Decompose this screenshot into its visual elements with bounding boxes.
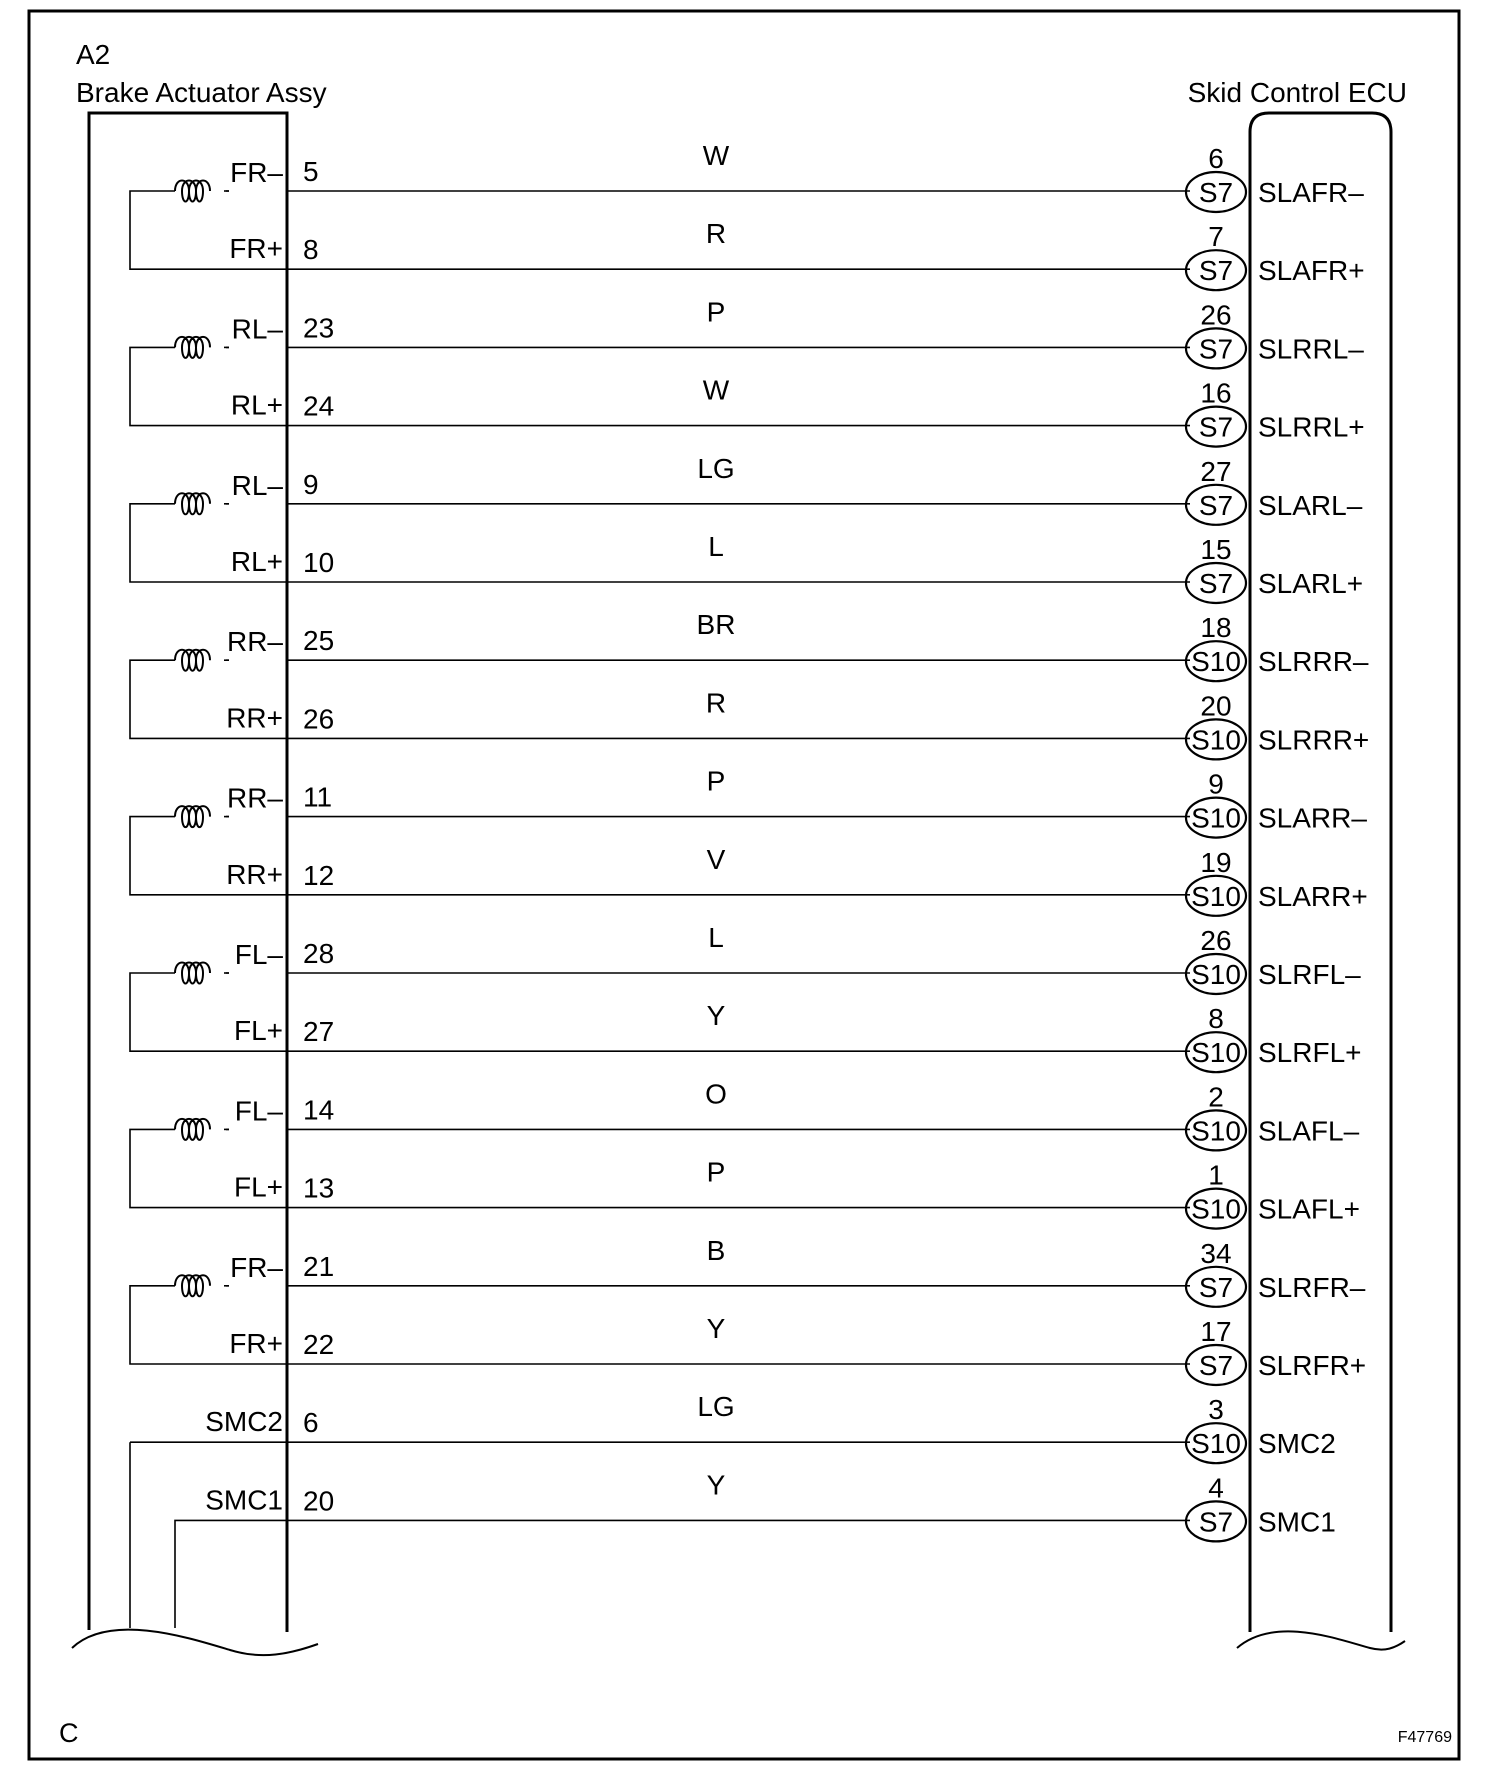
wire-color-code: Y	[706, 1469, 726, 1501]
ecu-pin-number: 26	[1200, 299, 1232, 331]
connector-code: S7	[1198, 489, 1234, 521]
ecu-terminal-label: SLARL+	[1258, 568, 1364, 599]
solenoid-coil-icon	[175, 1275, 210, 1296]
ecu-terminal-label: SLAFL+	[1258, 1193, 1360, 1225]
wire-color-code: P	[706, 765, 726, 797]
wire-color-code: L	[708, 922, 724, 953]
solenoid-coil-icon	[175, 493, 210, 514]
wire-color-code: R	[705, 687, 727, 719]
connector-code: S7	[1198, 1350, 1234, 1381]
ecu-pin-number: 7	[1208, 221, 1224, 253]
actuator-pin-number: 23	[303, 312, 335, 344]
actuator-pin-number: 26	[303, 703, 335, 735]
actuator-pin-number: 8	[303, 234, 319, 266]
connector-code: S10	[1191, 1115, 1241, 1147]
circuit-row	[229, 1313, 1366, 1385]
ecu-pin-number: 15	[1200, 534, 1232, 565]
actuator-pin-number: 14	[303, 1094, 335, 1126]
actuator-terminal-label: FR–	[230, 1251, 283, 1283]
actuator-pin-number: 12	[303, 859, 335, 891]
actuator-pin-number: 6	[303, 1407, 319, 1439]
solenoid-coil-icon	[175, 650, 210, 671]
ecu-terminal-label: SLARL–	[1258, 489, 1363, 521]
ecu-pin-number: 34	[1200, 1237, 1232, 1269]
circuit-row	[231, 531, 1363, 603]
solenoid-coil-icon	[175, 1119, 210, 1140]
actuator-terminal-label: RR–	[226, 626, 283, 658]
actuator-pin-number: 24	[303, 390, 335, 422]
connector-code: S7	[1198, 333, 1234, 365]
circuit-row	[226, 844, 1368, 916]
ecu-pin-number: 1	[1208, 1159, 1224, 1191]
solenoid-coil-icon	[175, 963, 210, 984]
connector-code: S10	[1191, 880, 1241, 912]
actuator-terminal-label: FL–	[234, 939, 283, 970]
circuits	[130, 140, 1369, 1628]
actuator-terminal-label: FR+	[229, 1328, 283, 1359]
ecu-pin-number: 18	[1200, 612, 1232, 644]
ecu-terminal-label: SLRFR+	[1258, 1350, 1367, 1381]
connector-code: S10	[1191, 1428, 1241, 1460]
actuator-pin-number: 25	[303, 625, 335, 657]
actuator-pin-number: 20	[303, 1485, 335, 1517]
wire-color-code: R	[705, 218, 727, 250]
component-name: Brake Actuator Assy	[76, 77, 327, 108]
actuator-pin-number: 5	[303, 156, 319, 187]
actuator-terminal-label: RL–	[231, 469, 283, 501]
ecu-pin-number: 17	[1200, 1316, 1232, 1347]
solenoid-coil-icon	[175, 337, 210, 358]
actuator-terminal-label: FL–	[234, 1095, 283, 1127]
ecu-pin-number: 20	[1200, 690, 1232, 722]
solenoid-coil-icon	[175, 181, 210, 202]
ecu-terminal-label: SLRRR+	[1258, 724, 1370, 756]
ecu-terminal-label: SLAFR–	[1258, 177, 1364, 208]
actuator-terminal-label: RL+	[230, 389, 283, 421]
wire-color-code: BR	[696, 609, 736, 641]
ecu-terminal-label: SLRFR–	[1258, 1271, 1366, 1303]
component-ref: A2	[76, 39, 111, 70]
actuator-pin-number: 21	[303, 1250, 335, 1282]
actuator-terminal-label: SMC2	[205, 1406, 283, 1438]
ecu-pin-number: 3	[1208, 1394, 1224, 1426]
wire-color-code: P	[706, 296, 726, 328]
connector-code: S7	[1198, 1271, 1234, 1303]
actuator-terminal-label: FR–	[230, 157, 283, 188]
actuator-terminal-label: RR+	[226, 702, 283, 734]
ecu-pin-number: 19	[1200, 846, 1232, 878]
corner-label: C	[59, 1718, 79, 1748]
actuator-terminal-label: RL+	[230, 546, 283, 577]
ecu-terminal-label: SMC2	[1258, 1428, 1336, 1460]
ecu-terminal-label: SLRRR–	[1258, 646, 1369, 678]
ecu-terminal-label: SMC1	[1258, 1506, 1336, 1538]
circuit-row	[234, 1000, 1362, 1072]
ecu-pin-number: 27	[1200, 455, 1232, 487]
connector-code: S7	[1198, 411, 1234, 443]
actuator-break-line	[72, 1630, 318, 1655]
connector-code: S7	[1198, 1506, 1234, 1538]
actuator-terminal-label: FL+	[233, 1171, 283, 1203]
wire-color-code: LG	[697, 452, 735, 484]
connector-code: S10	[1191, 802, 1241, 834]
connector-code: S10	[1191, 646, 1241, 678]
circuit-row	[175, 1469, 1336, 1628]
wire-color-code: B	[706, 1234, 726, 1266]
actuator-terminal-label: RR+	[226, 858, 283, 890]
wire-color-code: P	[706, 1156, 726, 1188]
ecu-terminal-label: SLRFL+	[1258, 1037, 1362, 1069]
actuator-pin-number: 11	[303, 781, 333, 813]
actuator-terminal-label: RL–	[231, 313, 283, 345]
circuit-row	[234, 1157, 1360, 1229]
ecu-terminal-label: SLARR–	[1258, 802, 1367, 834]
wire-color-code: W	[702, 140, 730, 171]
ecu-terminal-label: SLRFL–	[1258, 959, 1361, 990]
ecu-pin-number: 26	[1200, 925, 1232, 956]
wire-color-code: Y	[706, 1000, 726, 1032]
ecu-terminal-label: SLARR+	[1258, 880, 1368, 912]
actuator-terminal-label: SMC1	[205, 1484, 283, 1516]
actuator-pin-number: 27	[303, 1016, 335, 1048]
actuator-terminal-label: RR–	[226, 782, 283, 814]
connector-code: S7	[1198, 255, 1234, 287]
actuator-pin-number: 13	[303, 1172, 335, 1204]
actuator-pin-number: 22	[303, 1329, 335, 1360]
ecu-terminal-label: SLAFL–	[1258, 1115, 1360, 1147]
ecu-terminal-label: SLAFR+	[1258, 255, 1365, 287]
smc1-drop-line	[175, 1520, 287, 1628]
ecu-terminal-label: SLRRL–	[1258, 333, 1364, 365]
actuator-pin-number: 9	[303, 468, 319, 500]
ecu-pin-number: 4	[1208, 1472, 1224, 1504]
ecu-break-line	[1237, 1631, 1405, 1649]
ecu-terminal-label: SLRRL+	[1258, 411, 1365, 443]
actuator-pin-number: 10	[303, 547, 335, 578]
connector-code: S10	[1191, 1037, 1241, 1069]
wire-color-code: Y	[706, 1313, 726, 1344]
circuit-row	[231, 375, 1365, 447]
connector-code: S7	[1198, 568, 1234, 599]
wire-color-code: V	[706, 843, 726, 875]
connector-code: S10	[1191, 724, 1241, 756]
wire-color-code: W	[702, 374, 730, 406]
ecu-name: Skid Control ECU	[1187, 77, 1407, 108]
circuit-row	[226, 687, 1369, 759]
ecu-pin-number: 6	[1208, 143, 1224, 174]
connector-code: S10	[1191, 959, 1241, 990]
connector-code: S7	[1198, 177, 1234, 208]
wire-color-code: L	[708, 531, 724, 562]
ecu-pin-number: 2	[1208, 1081, 1224, 1113]
wire-color-code: LG	[697, 1391, 735, 1423]
actuator-terminal-label: FR+	[229, 233, 283, 265]
actuator-terminal-label: FL+	[233, 1015, 283, 1047]
ecu-pin-number: 8	[1208, 1003, 1224, 1035]
circuit-row	[229, 218, 1364, 290]
solenoid-coil-icon	[175, 806, 210, 827]
connector-code: S10	[1191, 1193, 1241, 1225]
ecu-pin-number: 9	[1208, 768, 1224, 800]
actuator-pin-number: 28	[303, 938, 335, 969]
ecu-pin-number: 16	[1200, 377, 1232, 409]
wire-color-code: O	[705, 1078, 727, 1110]
figure-id: F47769	[1397, 1729, 1452, 1746]
